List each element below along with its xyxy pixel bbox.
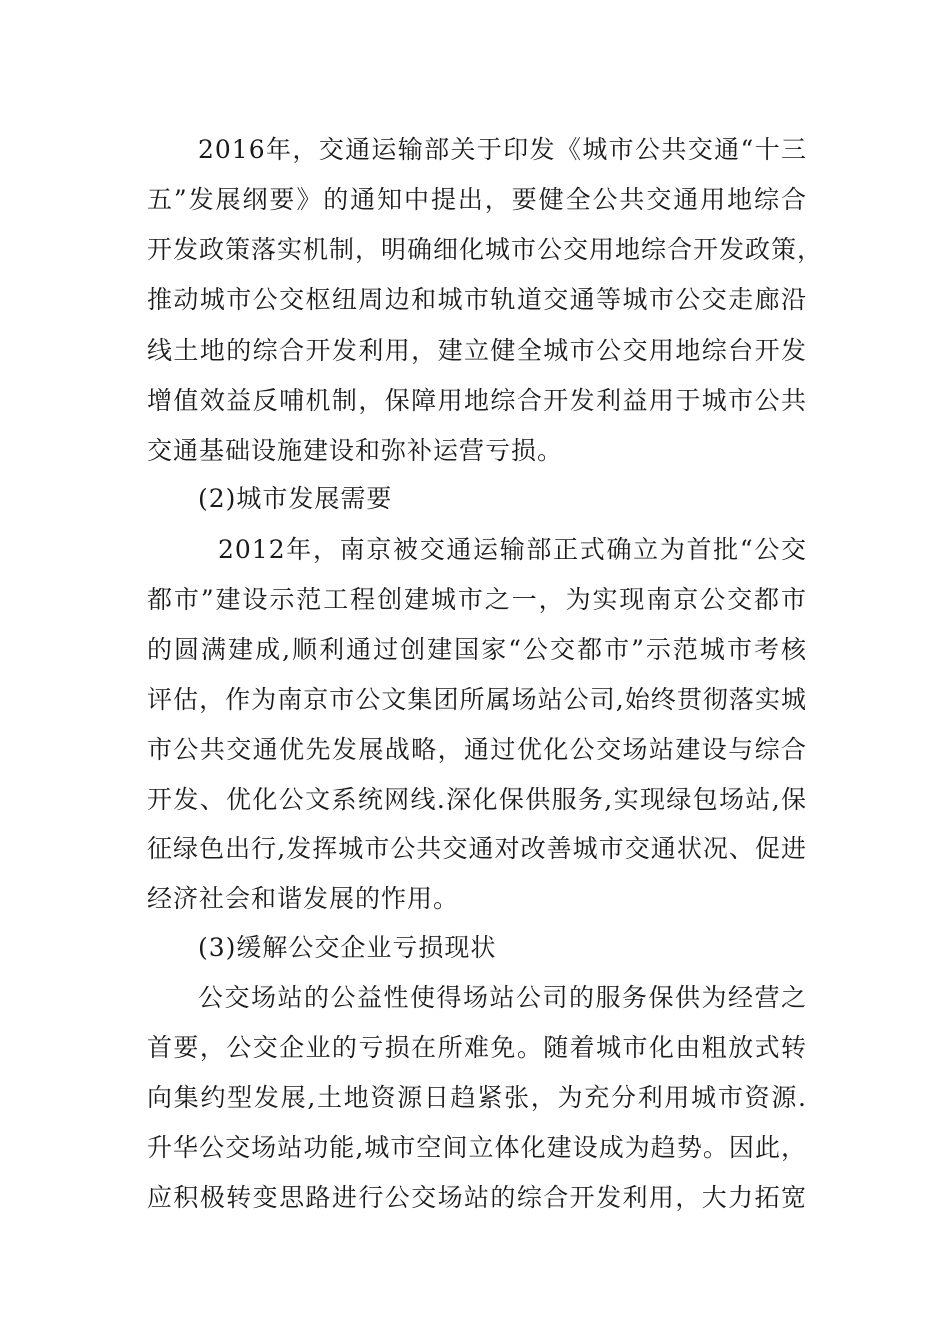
paragraph-3-line-4 (0, 1122, 950, 1174)
text-line: 升华公交场站功能,城市空间立体化建设成为趋势。因此， (147, 1133, 807, 1162)
text-line: 推动城市公交枢纽周边和城市轨道交通等城市公交走廊沿 (147, 285, 807, 314)
paragraph-3-line-5 (0, 1172, 950, 1224)
heading-text: (2)城市发展需要 (198, 484, 393, 513)
text-line: 评估，作为南京市公文集团所属场站公司,始终贯彻落实城 (147, 685, 807, 714)
paragraph-1-line-6 (0, 375, 950, 427)
paragraph-2-line-5 (0, 724, 950, 776)
text-line: 的圆满建成,顺利通过创建国家“公交都市”示范城市考核 (147, 635, 807, 664)
paragraph-1-line-7 (0, 425, 950, 477)
text-line: 向集约型发展,土地资源日趋紧张，为充分利用城市资源. (147, 1083, 807, 1112)
section-heading-3 (0, 922, 950, 974)
paragraph-1-line-4 (0, 274, 950, 326)
paragraph-3-line-3 (0, 1072, 950, 1124)
paragraph-2-line-6 (0, 774, 950, 826)
paragraph-2-line-2 (0, 574, 950, 626)
paragraph-2-line-4 (0, 674, 950, 726)
text-line: 经济社会和谐发展的怍用。 (147, 884, 460, 913)
paragraph-1-line-1 (0, 124, 950, 176)
text-line: 都市”建设示范工程创建城市之一，为实现南京公交都市 (147, 585, 807, 614)
text-line: 增值效益反哺机制，保障用地综合开发利益用于城市公共 (147, 386, 807, 415)
paragraph-3-line-2 (0, 1022, 950, 1074)
text-line: 公交场站的公益性使得场站公司的服务保供为经营之 (198, 983, 807, 1012)
text-line: 首要，公交企业的亏损在所难免。随着城市化由粗放式转 (147, 1033, 807, 1062)
paragraph-1-line-3 (0, 224, 950, 276)
paragraph-2-line-7 (0, 823, 950, 875)
paragraph-3-line-1 (0, 972, 950, 1024)
paragraph-2-line-1 (0, 524, 950, 576)
text-line: 五”发展纲要》的通知中提出，要健全公共交通用地综合 (147, 185, 807, 214)
heading-text: (3)缓解公交企业亏损现状 (198, 933, 497, 962)
paragraph-1-line-2 (0, 174, 950, 226)
text-line: 交通基础设施建设和弥补运营亏损。 (147, 436, 564, 465)
section-heading-2 (0, 473, 950, 525)
paragraph-2-line-8 (0, 873, 950, 925)
text-line: 2016年，交通运输部关于印发《城市公共交通“十三 (198, 135, 807, 164)
text-line: 应积极转变思路进行公交场站的综合开发利用，大力拓宽 (147, 1183, 807, 1212)
paragraph-1-line-5 (0, 325, 950, 377)
text-line: 开发、优化公文系统网线.深化保供服务,实现绿包场站,保 (147, 785, 807, 814)
text-line: 市公共交通优先发展战略，通过优化公交场站建设与综合 (147, 735, 807, 764)
text-line: 线土地的综合开发利用，建立健全城市公交用地综台开发 (147, 336, 807, 365)
text-line: 征绿色出行,发挥城市公共交通对改善城市交通状况、促进 (147, 834, 807, 863)
paragraph-2-line-3 (0, 624, 950, 676)
text-line: 开发政策落实机制，明确细化城市公交用地综合开发政策， (147, 235, 824, 264)
text-line: 2012年，南京被交通运输部正式确立为首批“公交 (218, 535, 807, 564)
